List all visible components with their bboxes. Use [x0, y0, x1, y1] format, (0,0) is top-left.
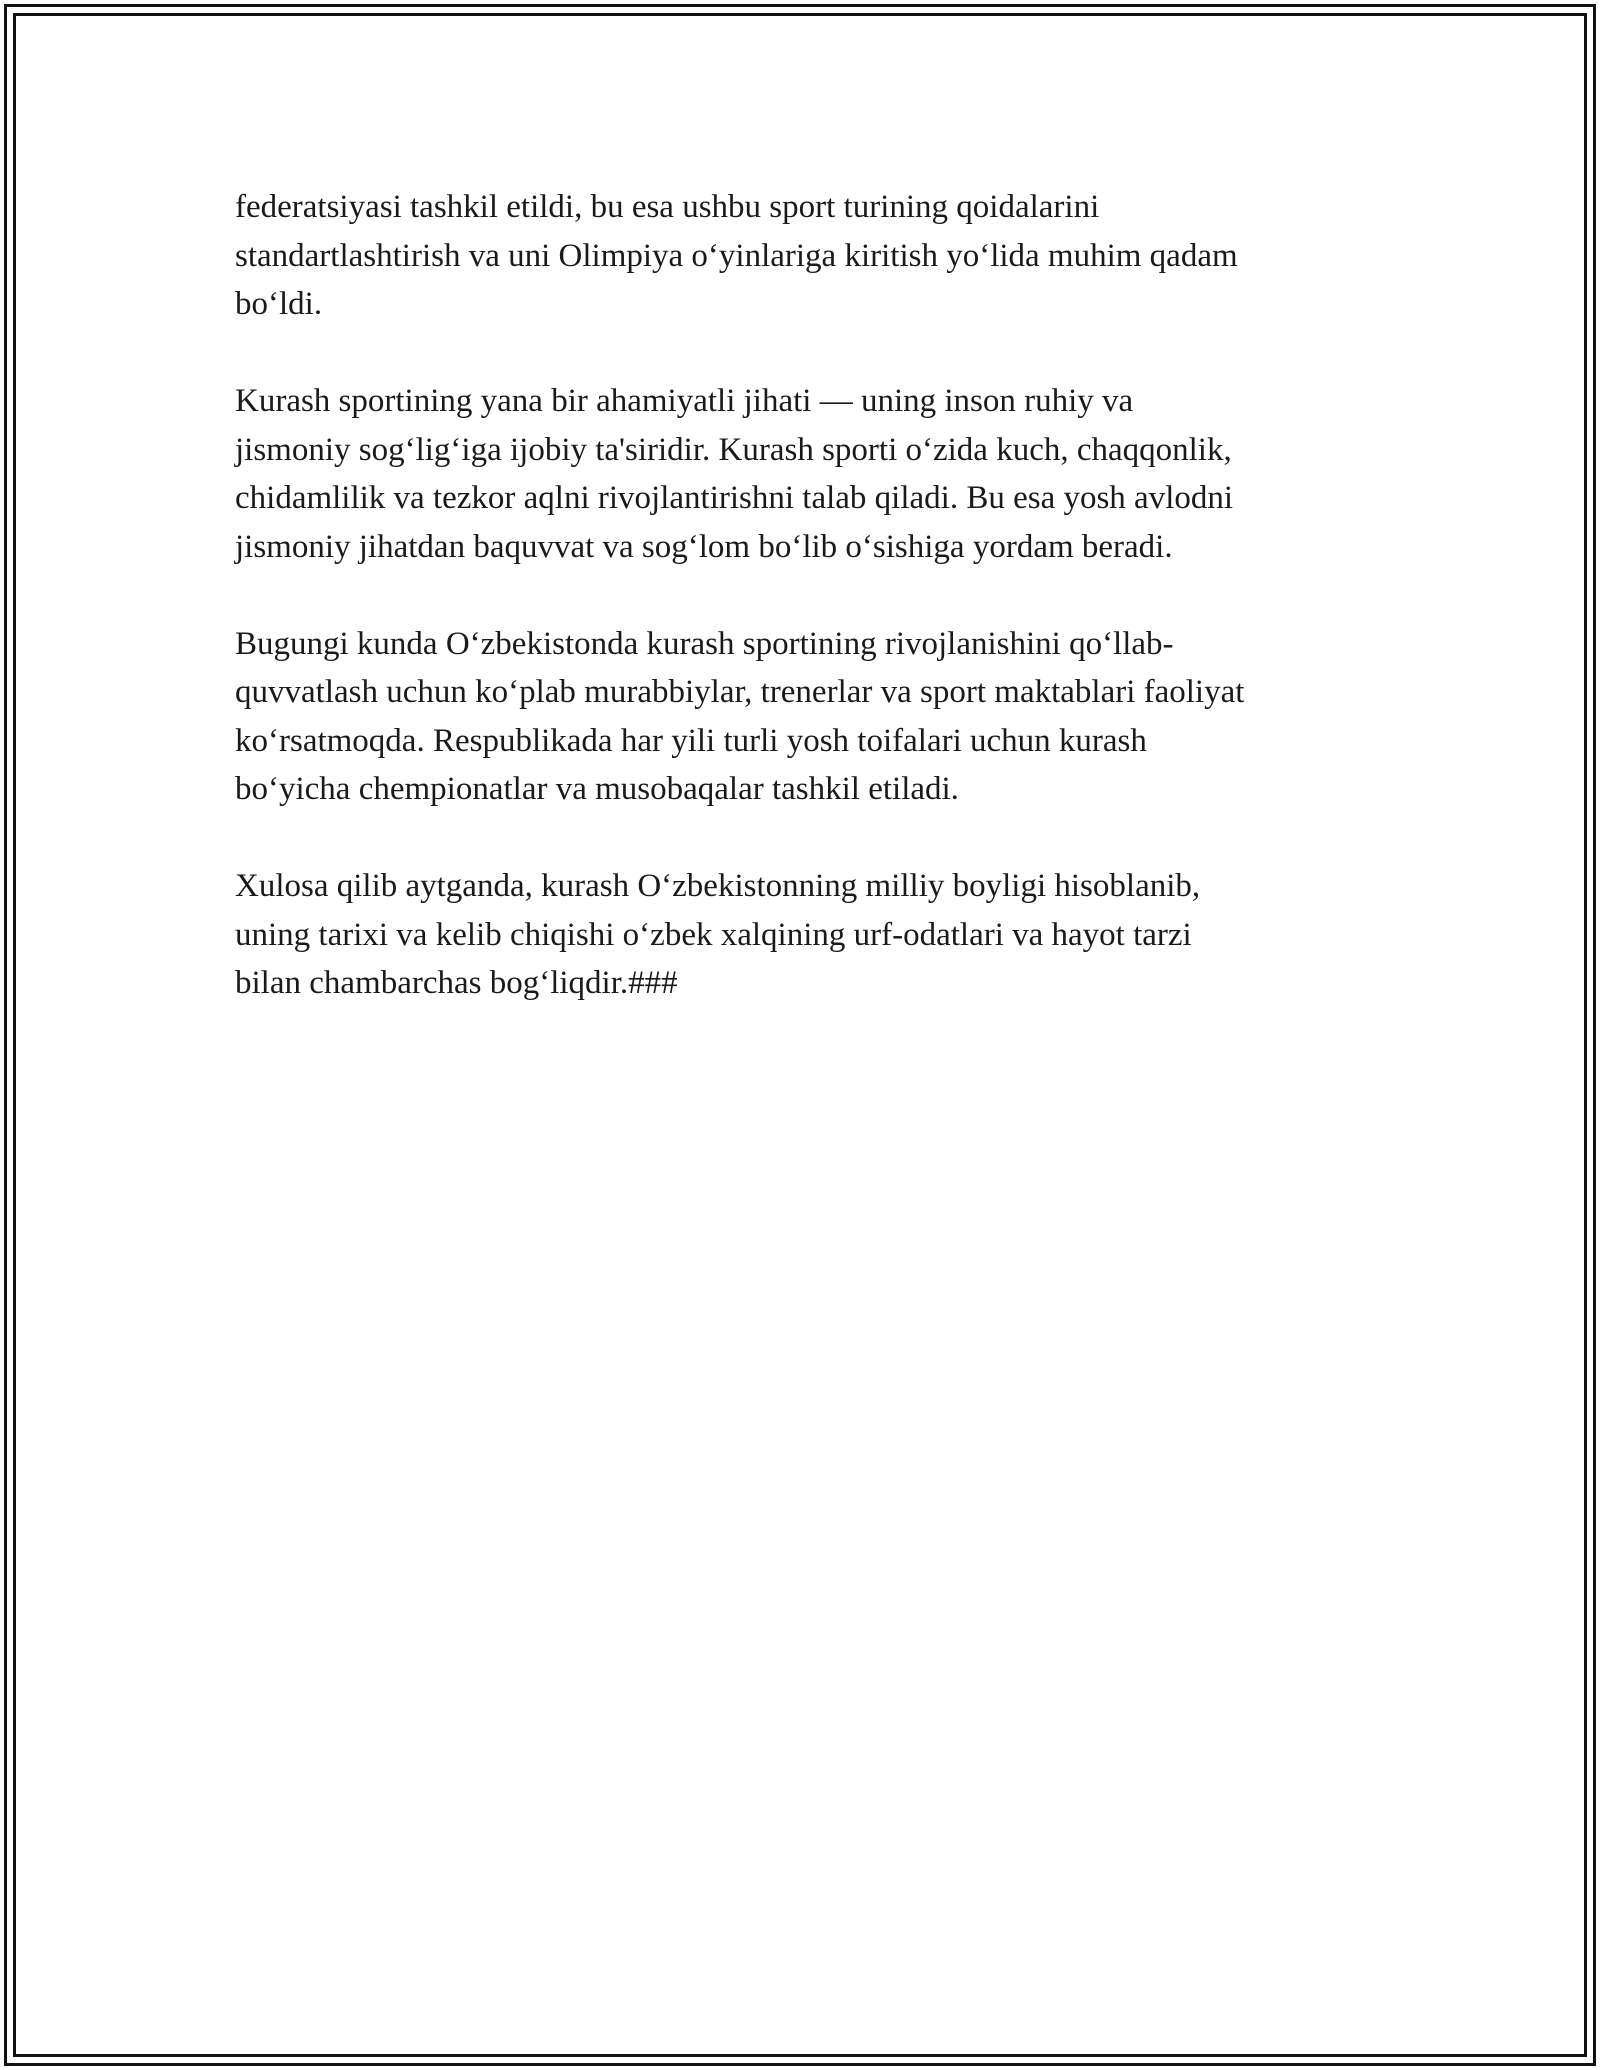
document-body: [235, 183, 1370, 1056]
text-line: standartlashtirish va uni Olimpiya o‘yinlariga kiritish yo‘lida muhim qadam: [235, 237, 1238, 274]
text-line: jismoniy jihatdan baquvvat va sog‘lom bo‘lib o‘sishiga yordam beradi.: [235, 528, 1173, 565]
text-line: chidamlilik va tezkor aqlni rivojlantirishni talab qiladi. Bu esa yosh avlodni: [235, 480, 1234, 516]
paragraph-4: [235, 862, 1370, 1008]
text-line: Xulosa qilib aytganda, kurash O‘zbekistonning milliy boyligi hisoblanib,: [235, 868, 1201, 904]
text-line: federatsiyasi tashkil etildi, bu esa ushbu sport turining qoidalarini: [235, 189, 1100, 225]
text-line: Bugungi kunda O‘zbekistonda kurash sportining rivojlanishini qo‘llab-: [235, 625, 1174, 662]
paragraph-2: [235, 377, 1370, 571]
text-line: bo‘yicha chempionatlar va musobaqalar tashkil etiladi.: [235, 771, 959, 807]
text-line: ko‘rsatmoqda. Respublikada har yili turli yosh toifalari uchun kurash: [235, 722, 1147, 759]
text-line: quvvatlash uchun ko‘plab murabbiylar, trenerlar va sport maktablari faoliyat: [235, 674, 1245, 710]
text-line: bilan chambarchas bog‘liqdir.###: [235, 965, 678, 1001]
text-line: uning tarixi va kelib chiqishi o‘zbek xalqining urf-odatlari va hayot tarzi: [235, 916, 1192, 953]
text-line: jismoniy sog‘lig‘iga ijobiy ta'siridir. Kurash sporti o‘zida kuch, chaqqonlik,: [235, 431, 1232, 468]
paragraph-1: [235, 183, 1370, 329]
text-line: bo‘ldi.: [235, 286, 323, 322]
paragraph-3: [235, 620, 1370, 814]
text-line: Kurash sportining yana bir ahamiyatli jihati — uning inson ruhiy va: [235, 383, 1134, 419]
